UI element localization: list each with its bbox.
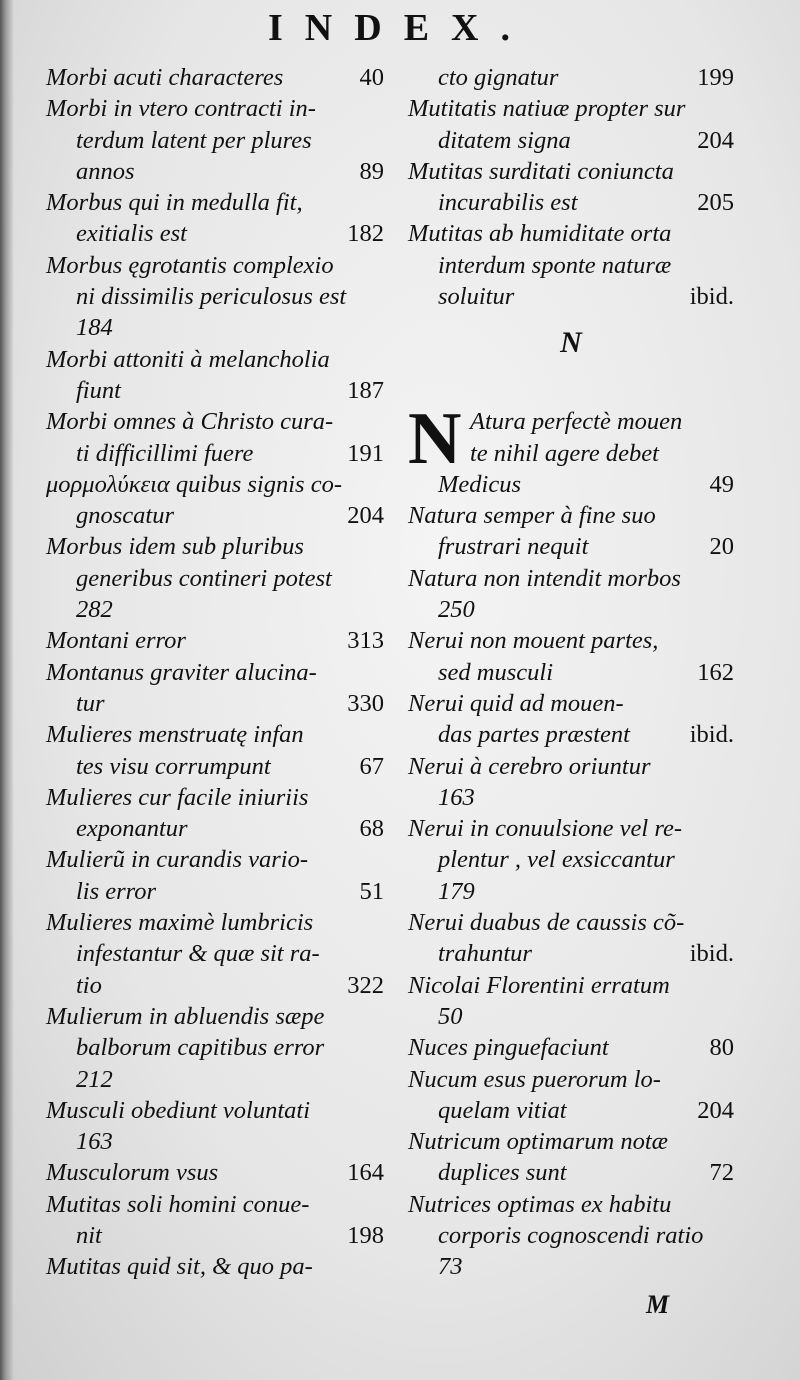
entry-text: Mutitas surditati coniuncta: [408, 157, 674, 185]
index-entry-line: [46, 93, 384, 124]
entry-text: Nutricum optimarum notæ: [408, 1128, 668, 1156]
entry-text: tes visu corrumpunt: [76, 752, 271, 780]
entry-text: Nucum esus puerorum lo-: [408, 1065, 661, 1093]
page-number: 187: [347, 376, 384, 404]
index-entry-line: [46, 1220, 384, 1251]
index-entry-line: [46, 1064, 384, 1095]
entry-text: Atura perfectè mouen: [470, 408, 683, 436]
index-entry-line: [408, 62, 734, 93]
index-entry-line: [408, 156, 734, 187]
entry-text: Mutitas quid sit, & quo pa-: [46, 1253, 313, 1281]
index-entry-line: [408, 93, 734, 124]
page-number: 20: [709, 533, 734, 561]
entry-text: tur: [76, 689, 105, 717]
index-entry-line: [46, 657, 384, 688]
index-entry-line: [408, 625, 734, 656]
entry-text: 250: [438, 596, 475, 624]
index-entry-line: [408, 1189, 734, 1220]
index-entry-line: [408, 876, 734, 907]
entry-text: 212: [76, 1065, 113, 1093]
index-entry-line: [408, 1251, 734, 1282]
index-entry-line: [46, 62, 384, 93]
page-number: 204: [347, 502, 384, 530]
index-entry-line: [408, 218, 734, 249]
entry-text: nit: [76, 1221, 102, 1249]
entry-text: interdum sponte naturæ: [438, 251, 672, 279]
page-number: 182: [347, 220, 384, 248]
index-entry-line: [408, 594, 734, 625]
index-entry-line: [408, 250, 734, 281]
index-entry-line: [46, 844, 384, 875]
entry-text: Mutitatis natiuæ propter sur: [408, 95, 686, 123]
index-entry-line: [408, 531, 734, 562]
entry-text: frustrari nequit: [438, 533, 589, 561]
entry-text: Nicolai Florentini erratum: [408, 971, 670, 999]
index-entry-line: [46, 187, 384, 218]
right-column: [408, 62, 734, 1283]
index-entry-line: [46, 375, 384, 406]
index-entry-line: [46, 1095, 384, 1126]
entry-text: Mulieres menstruatę infan: [46, 721, 304, 749]
entry-text: exponantur: [76, 815, 188, 843]
entry-text: Mutitas soli homini conue-: [46, 1190, 310, 1218]
entry-text: 282: [76, 596, 113, 624]
page-title: INDEX.: [268, 7, 532, 49]
index-entry-line: [46, 813, 384, 844]
index-entry-line: [46, 469, 384, 500]
page-number: 204: [697, 1096, 734, 1124]
index-entry-line: [408, 813, 734, 844]
entry-text: Nerui à cerebro oriuntur: [408, 752, 651, 780]
entry-text: balborum capitibus error: [76, 1034, 325, 1062]
left-column: [46, 62, 384, 1283]
index-entry-line: [46, 719, 384, 750]
index-entry-line: [408, 657, 734, 688]
index-entry-line: [46, 594, 384, 625]
page-number: 164: [347, 1159, 384, 1187]
entry-text: te nihil agere debet: [470, 439, 659, 467]
entry-text: Natura non intendit morbos: [408, 564, 681, 592]
index-entry-line: [408, 907, 734, 938]
index-entry-line: [408, 1064, 734, 1095]
index-entry-line: [46, 907, 384, 938]
index-entry-line: [46, 531, 384, 562]
index-entry-line: [46, 312, 384, 343]
page-number: 49: [709, 470, 734, 498]
index-entry-line: [46, 1001, 384, 1032]
page-number: 89: [359, 157, 384, 185]
page-number: 72: [709, 1159, 734, 1187]
index-entry-line: [408, 970, 734, 1001]
index-entry-line: [46, 281, 384, 312]
entry-text: quelam vitiat: [438, 1096, 567, 1124]
entry-text: gnoscatur: [76, 502, 174, 530]
entry-text: Nerui duabus de caussis cõ-: [408, 909, 685, 937]
page-number: 51: [359, 877, 384, 905]
entry-text: Nerui quid ad mouen-: [408, 689, 624, 717]
page-number: 80: [709, 1034, 734, 1062]
catchword: M: [646, 1290, 670, 1319]
entry-text: das partes præstent: [438, 721, 630, 749]
index-entry-line: [408, 1220, 734, 1251]
entry-text: 163: [76, 1128, 113, 1156]
right-column-top-entries: [408, 62, 734, 312]
entry-text: generibus contineri potest: [76, 564, 332, 592]
index-entry-line: [46, 938, 384, 969]
page-number: 162: [697, 658, 734, 686]
entry-text: sed musculi: [438, 658, 553, 686]
entry-text: 50: [438, 1002, 463, 1030]
index-entry-line: [408, 281, 734, 312]
index-entry-line: [46, 250, 384, 281]
entry-text: 73: [438, 1253, 463, 1281]
index-entry-line: [46, 876, 384, 907]
page-number: 205: [697, 189, 734, 217]
entry-text: Morbi in vtero contracti in-: [46, 95, 316, 123]
entry-text: infestantur & quæ sit ra-: [76, 940, 320, 968]
index-entry-line: [408, 1126, 734, 1157]
spine-shadow: [0, 0, 14, 1380]
entry-text: Musculi obediunt voluntati: [46, 1096, 311, 1124]
page-number: ibid.: [689, 721, 734, 749]
index-entry-line: [408, 938, 734, 969]
index-entry-line: [46, 1189, 384, 1220]
index-entry-line: [408, 406, 734, 437]
page-number: 68: [359, 815, 384, 843]
entry-text: Mulierũ in curandis vario-: [46, 846, 308, 874]
entry-text: Mulieres maximè lumbricis: [46, 909, 314, 937]
index-entry-line: [408, 1001, 734, 1032]
index-entry-line: [46, 1157, 384, 1188]
index-entry-line: [46, 1032, 384, 1063]
entry-text: Nerui in conuulsione vel re-: [408, 815, 682, 843]
entry-text: ti difficillimi fuere: [76, 439, 254, 467]
page-number: 204: [697, 126, 734, 154]
index-entry-line: [46, 156, 384, 187]
index-entry-line: [408, 1032, 734, 1063]
right-column-bottom-entries: [408, 469, 734, 1283]
entry-text: μορμολύκεια quibus signis co-: [46, 470, 342, 498]
dropcap-letter: N: [408, 398, 462, 481]
entry-text: incurabilis est: [438, 189, 578, 217]
entry-text: Nuces pinguefaciunt: [408, 1034, 609, 1062]
index-entry-line: [408, 500, 734, 531]
index-entry-line: [46, 438, 384, 469]
index-entry-line: [408, 844, 734, 875]
index-entry-line: [408, 438, 734, 469]
entry-text: Mutitas ab humiditate orta: [408, 220, 672, 248]
page-number: 191: [347, 439, 384, 467]
page-number: 198: [347, 1221, 384, 1249]
entry-text: Morbus ęgrotantis complexio: [46, 251, 334, 279]
entry-text: terdum latent per plures: [76, 126, 312, 154]
entry-text: Morbi attoniti à melancholia: [46, 345, 330, 373]
index-entry-line: [408, 469, 734, 500]
page-number: 67: [359, 752, 384, 780]
entry-text: ni dissimilis periculosus est: [76, 283, 347, 311]
entry-text: Musculorum vsus: [46, 1159, 219, 1187]
entry-text: Morbus qui in medulla fit,: [46, 189, 303, 217]
index-entry-line: [46, 563, 384, 594]
index-entry-line: [46, 1126, 384, 1157]
entry-text: cto gignatur: [438, 64, 559, 91]
entry-text: Morbi acuti characteres: [46, 64, 284, 91]
index-entry-line: [46, 344, 384, 375]
entry-text: tio: [76, 971, 102, 999]
index-entry-line: [408, 1157, 734, 1188]
index-entry-line: [46, 782, 384, 813]
entry-text: ditatem signa: [438, 126, 571, 154]
page-number: 322: [347, 971, 384, 999]
entry-text: 179: [438, 877, 475, 905]
dropcap-entry: [408, 398, 734, 481]
entry-text: Medicus: [438, 470, 521, 498]
index-entry-line: [46, 970, 384, 1001]
page-number: ibid.: [689, 283, 734, 311]
index-entry-line: [408, 125, 734, 156]
entry-text: Montanus graviter alucina-: [46, 658, 317, 686]
index-entry-line: [408, 563, 734, 594]
index-entry-line: [46, 688, 384, 719]
entry-text: exitialis est: [76, 220, 187, 248]
entry-text: Morbus idem sub pluribus: [46, 533, 304, 561]
entry-text: soluitur: [438, 283, 515, 311]
entry-text: trahuntur: [438, 940, 532, 968]
index-entry-line: [46, 625, 384, 656]
page-number: 199: [697, 64, 734, 91]
entry-text: corporis cognoscendi ratio: [438, 1221, 704, 1249]
page-number: ibid.: [689, 940, 734, 968]
index-entry-line: [46, 1251, 384, 1282]
index-entry-line: [46, 500, 384, 531]
page-number: 330: [347, 689, 384, 717]
entry-text: Natura semper à fine suo: [408, 502, 656, 530]
index-entry-line: [46, 751, 384, 782]
index-entry-line: [46, 218, 384, 249]
index-entry-line: [408, 719, 734, 750]
page-number: 40: [359, 64, 384, 91]
entry-text: Montani error: [46, 627, 186, 655]
entry-text: lis error: [76, 877, 157, 905]
entry-text: Nutrices optimas ex habitu: [408, 1190, 672, 1218]
index-entry-line: [408, 1095, 734, 1126]
section-letter-heading: N: [560, 326, 582, 360]
entry-text: Mulierum in abluendis sæpe: [46, 1002, 325, 1030]
index-entry-line: [408, 688, 734, 719]
entry-text: fiunt: [76, 376, 121, 404]
index-entry-line: [46, 406, 384, 437]
entry-text: Mulieres cur facile iniuriis: [46, 783, 309, 811]
entry-text: plentur , vel exsiccantur: [438, 846, 675, 874]
entry-text: Morbi omnes à Christo cura-: [46, 408, 334, 436]
entry-text: 184: [76, 314, 113, 342]
index-entry-line: [46, 125, 384, 156]
entry-text: 163: [438, 783, 475, 811]
entry-text: Nerui non mouent partes,: [408, 627, 659, 655]
entry-text: annos: [76, 157, 135, 185]
page-number: 313: [347, 627, 384, 655]
entry-text: duplices sunt: [438, 1159, 567, 1187]
index-entry-line: [408, 187, 734, 218]
index-entry-line: [408, 782, 734, 813]
index-entry-line: [408, 751, 734, 782]
